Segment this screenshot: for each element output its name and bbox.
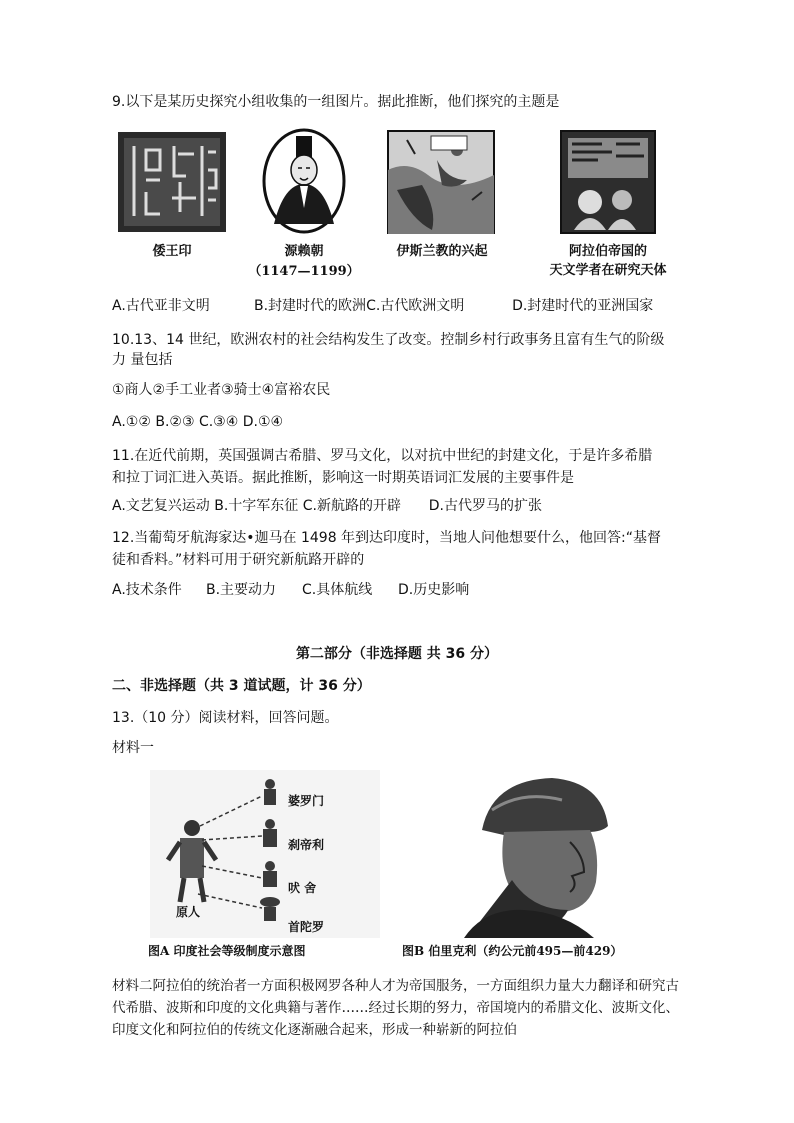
portrait-caption: 源赖朝 xyxy=(284,244,324,259)
q11-option-a: A.文艺复兴运动 xyxy=(112,498,210,514)
q10-stem-2: 力 量包括 xyxy=(112,352,173,368)
q9-options xyxy=(112,296,653,316)
islam-image xyxy=(387,130,495,234)
q10-option-b: B.②③ xyxy=(155,414,195,430)
q11-option-b: B.十字军东征 xyxy=(214,498,299,514)
q12-option-c: C.具体航线 xyxy=(302,582,373,598)
q10-items: ①商人②手工业者③骑士④富裕农民 xyxy=(112,382,331,398)
q9-option-c: C.古代欧洲文明 xyxy=(366,298,465,314)
caste-label-kshatriya: 刹帝利 xyxy=(288,838,325,852)
q12-option-d: D.历史影响 xyxy=(398,582,470,598)
portrait-dates: （1147—1199） xyxy=(248,264,360,279)
q11-option-c: C.新航路的开辟 xyxy=(302,498,401,514)
q12-stem-2: 徒和香料。”材料可用于研究新航路开辟的 xyxy=(112,552,365,568)
q12-stem-1: 12.当葡萄牙航海家达•迦马在 1498 年到达印度时，当地人问他想要什么，他回答:“基督 xyxy=(112,530,662,546)
part2-title: 第二部分（非选择题 共 36 分） xyxy=(295,646,499,662)
seal-image xyxy=(116,130,228,234)
islam-caption: 伊斯兰教的兴起 xyxy=(396,244,488,259)
q11-stem-2: 和拉丁词汇进入英语。据此推断，影响这一时期英语词汇发展的主要事件是 xyxy=(112,470,574,486)
caste-label-vaishya: 吠 舍 xyxy=(288,881,317,895)
q10-options xyxy=(112,412,283,432)
astronomer-caption-1: 阿拉伯帝国的 xyxy=(568,244,647,259)
q11-options xyxy=(112,496,542,516)
astronomer-image xyxy=(560,130,656,234)
astronomer-caption-2: 天文学者在研究天体 xyxy=(549,263,667,278)
q10-option-c: C.③④ xyxy=(198,414,239,430)
q9-option-a: A.古代亚非文明 xyxy=(112,298,210,314)
seal-caption: 倭王印 xyxy=(152,244,192,259)
q12-options xyxy=(112,580,469,600)
q10-option-a: A.①② xyxy=(112,414,151,430)
caste-label-shudra: 首陀罗 xyxy=(288,920,325,934)
figure-a-caption: 图A 印度社会等级制度示意图 xyxy=(148,944,306,958)
q12-option-b: B.主要动力 xyxy=(206,582,277,598)
q10-option-d: D.①④ xyxy=(242,414,284,430)
figure-b-caption: 图B 伯里克利（约公元前495—前429） xyxy=(402,944,623,958)
pericles-bust-image xyxy=(452,770,618,938)
material2-text: 材料二阿拉伯的统治者一方面积极网罗各种人才为帝国服务，一方面组织力量大力翻译和研究古代希腊、波斯和印度的文化典籍与著作……经过长期的努力，帝国境内的希腊文化、波斯文化、印度文化和阿拉伯的传统文化逐渐融合起来，形成一种崭新的阿拉伯 xyxy=(112,978,679,1038)
q11-option-d: D.古代罗马的扩张 xyxy=(428,498,542,514)
q9-stem: 9.以下是某历史探究小组收集的一组图片。据此推断，他们探究的主题是 xyxy=(112,94,560,110)
caste-label-purusha: 原人 xyxy=(176,905,201,919)
q9-option-b: B.封建时代的欧洲 xyxy=(254,298,367,314)
q13-stem: 13.（10 分）阅读材料，回答问题。 xyxy=(112,710,339,726)
q10-stem-1: 10.13、14 世纪，欧洲农村的社会结构发生了改变。控制乡村行政事务且富有生气的阶级 xyxy=(112,332,665,348)
section-heading: 二、非选择题（共 3 道试题，计 36 分） xyxy=(112,678,371,694)
material1-label: 材料一 xyxy=(112,740,154,756)
q12-option-a: A.技术条件 xyxy=(112,582,182,598)
portrait-image xyxy=(262,128,346,234)
q11-stem-1: 11.在近代前期，英国强调古希腊、罗马文化，以对抗中世纪的封建文化，于是许多希腊 xyxy=(112,448,653,464)
caste-label-brahmin: 婆罗门 xyxy=(288,794,325,808)
q9-option-d: D.封建时代的亚洲国家 xyxy=(512,298,654,314)
